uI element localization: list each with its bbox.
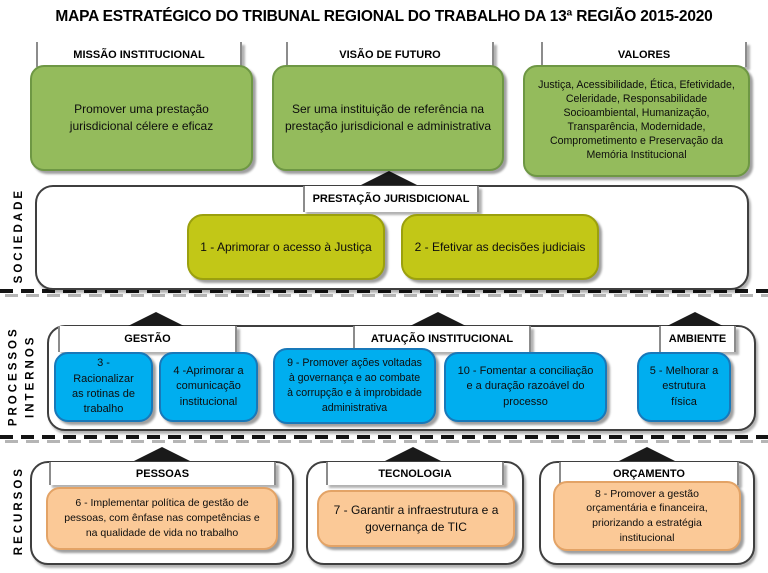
orcamento-label: ORÇAMENTO bbox=[613, 467, 685, 480]
pessoas-label: PESSOAS bbox=[135, 467, 190, 480]
arrow-up-icon bbox=[361, 171, 417, 185]
objetivo-3-box bbox=[54, 352, 153, 422]
processos-side-label bbox=[0, 325, 46, 427]
header-missao-institucional bbox=[36, 42, 242, 67]
gestao-label: GESTÃO bbox=[124, 333, 171, 345]
objetivo-4-text: 4 -Aprimorar a comunicação institucional bbox=[173, 364, 244, 408]
objetivo-8-box bbox=[553, 481, 741, 551]
objetivo-10-box bbox=[444, 352, 607, 422]
objetivo-2-box bbox=[401, 214, 599, 280]
header-visao-label: VISÃO DE FUTURO bbox=[339, 48, 441, 61]
processos-label-line1: PROCESSOS bbox=[7, 326, 20, 426]
processos-label-text bbox=[6, 326, 41, 426]
objetivo-9-text: 9 - Promover ações voltadas à governança e ao combate à corrupção e à improbidade administrativa bbox=[287, 357, 422, 414]
sociedade-label-text: SOCIEDADE bbox=[13, 187, 26, 284]
recursos-label-text: RECURSOS bbox=[13, 466, 26, 556]
section-divider bbox=[0, 435, 768, 439]
objetivo-6-text: 6 - Implementar política de gestão de pessoas, com ênfase nas competências e na qualidade de vida no trabalho bbox=[64, 497, 260, 539]
arrow-up-icon bbox=[619, 447, 675, 461]
objetivo-7-box bbox=[317, 490, 515, 547]
objetivo-5-text: 5 - Melhorar a estrutura física bbox=[649, 364, 719, 408]
section-divider-shadow bbox=[5, 294, 768, 297]
objetivo-1-text: 1 - Aprimorar o acesso à Justiça bbox=[200, 239, 372, 254]
objetivo-5-box bbox=[637, 352, 731, 422]
arrow-up-icon bbox=[410, 312, 466, 326]
ambiente-label: AMBIENTE bbox=[668, 333, 727, 345]
objetivo-9-box bbox=[273, 348, 436, 424]
objetivo-6-box bbox=[46, 487, 278, 550]
arrow-up-icon bbox=[385, 447, 441, 461]
arrow-up-icon bbox=[128, 312, 184, 326]
valores-box bbox=[523, 65, 750, 177]
header-ambiente bbox=[659, 326, 736, 352]
header-valores bbox=[541, 42, 747, 67]
objetivo-10-text: 10 - Fomentar a conciliação e a duração razoável do processo bbox=[457, 364, 594, 408]
prestacao-label: PRESTAÇÃO JURISDICIONAL bbox=[312, 193, 470, 205]
missao-text: Promover uma prestação jurisdicional célere e eficaz bbox=[69, 102, 214, 133]
tecnologia-label: TECNOLOGIA bbox=[378, 467, 452, 480]
objetivo-4-box bbox=[159, 352, 258, 422]
header-pessoas bbox=[49, 462, 276, 485]
visao-text: Ser uma instituição de referência na prestação jurisdicional e administrativa bbox=[284, 102, 492, 133]
recursos-side-label bbox=[0, 461, 40, 561]
objetivo-3-text: 3 - Racionalizar as rotinas de trabalho bbox=[72, 357, 135, 416]
section-divider-shadow bbox=[5, 440, 768, 443]
header-gestao bbox=[58, 326, 237, 352]
atuacao-label: ATUAÇÃO INSTITUCIONAL bbox=[370, 333, 514, 345]
valores-text: Justiça, Acessibilidade, Ética, Efetividade, Celeridade, Responsabilidade Socioambiental, Humanização, Transparência, Modernidade, Comprometimento e Preservação da Memória Institucional bbox=[538, 79, 735, 161]
objetivo-7-text: 7 - Garantir a infraestrutura e a governança de TIC bbox=[333, 502, 499, 534]
arrow-up-icon bbox=[667, 312, 723, 326]
objetivo-1-box bbox=[187, 214, 385, 280]
objetivo-8-text: 8 - Promover a gestão orçamentária e financeira, priorizando a estratégia institucional bbox=[586, 487, 708, 544]
header-missao-label: MISSÃO INSTITUCIONAL bbox=[73, 48, 205, 61]
header-prestacao-jurisdicional bbox=[303, 186, 479, 212]
missao-box bbox=[30, 65, 253, 171]
header-valores-label: VALORES bbox=[617, 48, 671, 61]
visao-box bbox=[272, 65, 504, 171]
processos-label-line2: INTERNOS bbox=[25, 334, 38, 418]
sociedade-side-label bbox=[0, 185, 40, 286]
objetivo-2-text: 2 - Efetivar as decisões judiciais bbox=[414, 239, 586, 254]
header-tecnologia bbox=[326, 462, 504, 485]
header-visao-de-futuro bbox=[286, 42, 494, 67]
page-title: MAPA ESTRATÉGICO DO TRIBUNAL REGIONAL DO TRABALHO DA 13ª REGIÃO 2015-2020 bbox=[55, 8, 713, 25]
arrow-up-icon bbox=[134, 447, 190, 461]
